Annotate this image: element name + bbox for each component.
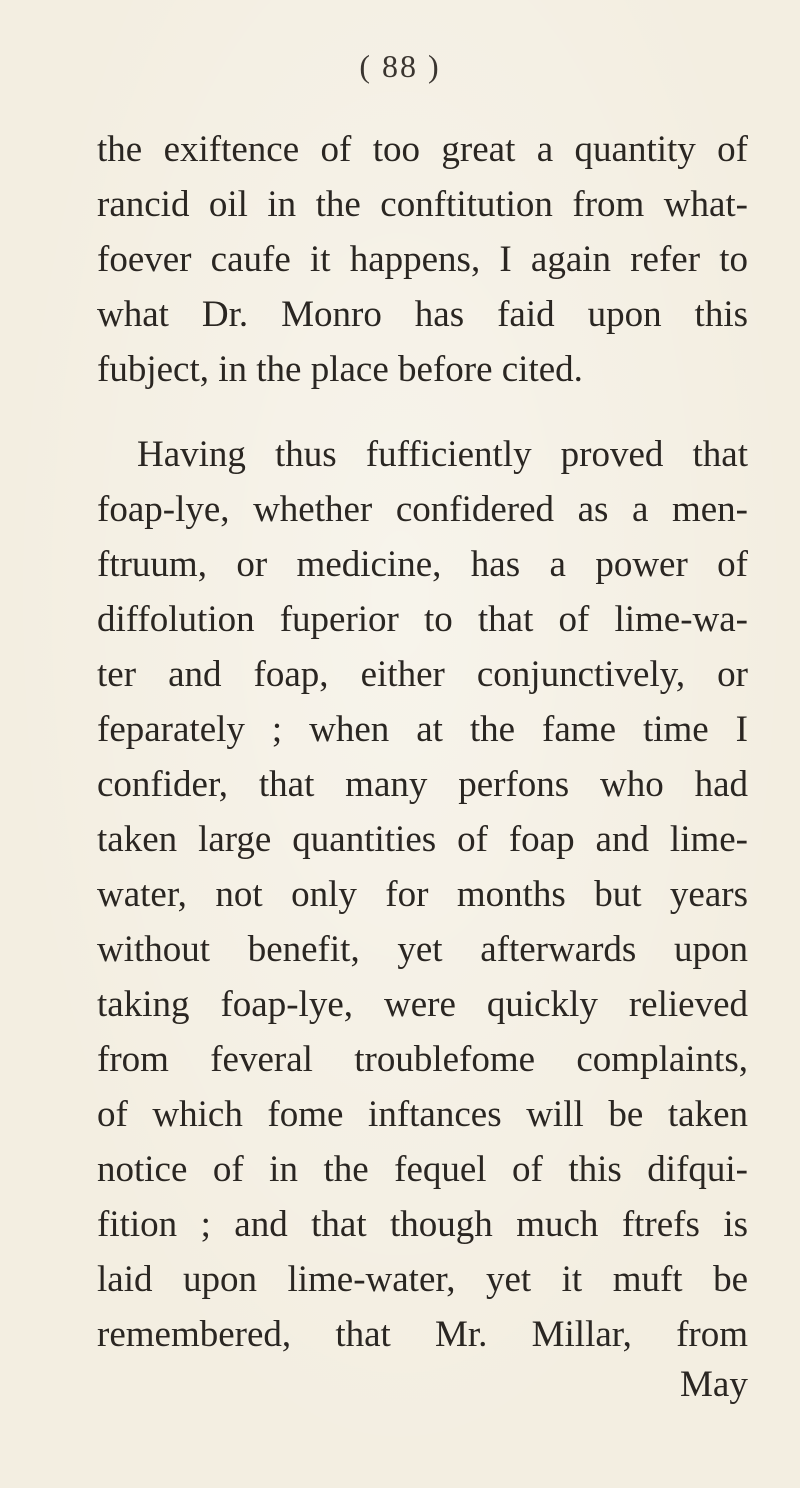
text-line: Having thus fufficiently proved that xyxy=(137,434,748,475)
page-number-header: ( 88 ) xyxy=(359,48,441,84)
text-line: taken large quantities of foap and lime- xyxy=(97,819,748,860)
catchword: May xyxy=(680,1364,748,1405)
text-line: feparately ; when at the fame time I xyxy=(97,709,748,750)
text-line: taking foap-lye, were quickly relieved xyxy=(97,984,748,1025)
text-line: confider, that many perfons who had xyxy=(97,764,748,805)
text-line: remembered, that Mr. Millar, from xyxy=(97,1314,748,1355)
text-line: of which fome inftances will be taken xyxy=(97,1094,748,1135)
text-line: notice of in the fequel of this difqui- xyxy=(97,1149,748,1190)
text-line: laid upon lime-water, yet it muft be xyxy=(97,1259,748,1300)
text-line: foap-lye, whether confidered as a men- xyxy=(97,489,748,530)
text-line: diffolution fuperior to that of lime-wa- xyxy=(97,599,748,640)
text-line: without benefit, yet afterwards upon xyxy=(97,929,748,970)
text-line: rancid oil in the conftitution from what- xyxy=(97,184,748,225)
text-line: ftruum, or medicine, has a power of xyxy=(97,544,748,585)
text-line: water, not only for months but years xyxy=(97,874,748,915)
text-line: ter and foap, either conjunctively, or xyxy=(97,654,748,695)
text-line: what Dr. Monro has faid upon this xyxy=(97,294,748,335)
text-line: fubject, in the place before cited. xyxy=(97,349,583,390)
text-line: from feveral troublefome complaints, xyxy=(97,1039,748,1080)
text-line: fition ; and that though much ftrefs is xyxy=(97,1204,748,1245)
text-line: the exiftence of too great a quantity of xyxy=(97,129,748,170)
text-line: foever caufe it happens, I again refer to xyxy=(97,239,748,280)
